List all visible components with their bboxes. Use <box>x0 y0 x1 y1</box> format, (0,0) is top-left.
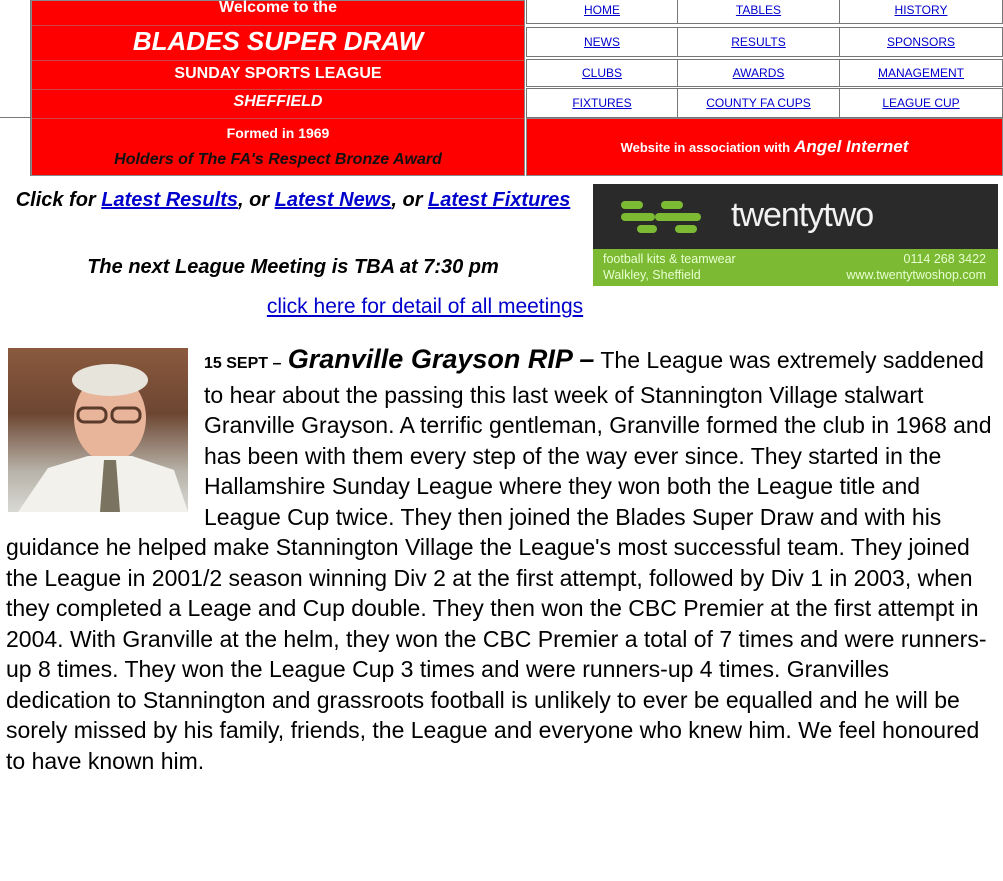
promo-sep-1: , or <box>237 189 275 211</box>
left-frame-divider <box>0 117 31 118</box>
banner-tagline: football kits & teamwear <box>603 252 736 266</box>
league-header <box>31 0 525 176</box>
nav-awards[interactable]: AWARDS <box>677 59 840 87</box>
nav-table <box>526 0 1003 118</box>
left-frame <box>0 0 31 176</box>
latest-fixtures-link[interactable]: Latest Fixtures <box>428 189 571 211</box>
sponsor-banner[interactable] <box>593 184 998 286</box>
nav-management[interactable]: MANAGEMENT <box>839 59 1003 87</box>
meeting-notice: The next League Meeting is TBA at 7:30 pm <box>87 256 499 278</box>
formed-text: Formed in 1969 <box>226 125 330 141</box>
league-subtitle: SUNDAY SPORTS LEAGUE <box>174 65 382 82</box>
welcome-text: Welcome to the <box>219 0 337 16</box>
nav-clubs[interactable]: CLUBS <box>526 59 678 87</box>
promo-prefix: Click for <box>15 189 102 211</box>
league-city: SHEFFIELD <box>233 93 323 110</box>
latest-links <box>0 186 586 215</box>
banner-brand: twentytwo <box>731 196 874 234</box>
nav-fixtures[interactable]: FIXTURES <box>526 88 678 118</box>
banner-details <box>593 249 998 286</box>
league-name: BLADES SUPER DRAW <box>132 26 424 56</box>
promo-sep-2: , or <box>391 189 429 211</box>
latest-news-link[interactable]: Latest News <box>274 189 392 211</box>
article-body: The League was extremely saddened to hear about the passing this last week of Stannington Village stalwart Granville Grayson. A terrific gentleman, Granville formed the club in 1968 and has been with them every step of the way ever since. They started in the Hallamshire Sunday League where they won both the League title and League Cup twice. They then joined the Blades Super Draw and with his guidance he helped make Stannington Village the League's most successful team. They joined the League in 2001/2 season winning Div 2 at the first attempt, followed by Div 1 in 2003, when they completed a Leage and Cup double. They then won the CBC Premier at the first attempt in 2004. With Granville at the helm, they won the CBC Premier a total of 7 times and were runners-up 8 times. They won the League Cup 3 times and were runners-up 4 times. Granvilles dedication to Stannington and grassroots football is unlikely to ever be equalled and he will be sorely missed by his family, friends, the League and everyone who knew him. We feel honoured to have known him. <box>6 347 992 774</box>
nav-news[interactable]: NEWS <box>526 27 678 57</box>
banner-phone: 0114 268 3422 <box>903 252 986 266</box>
latest-results-link[interactable]: Latest Results <box>101 189 238 211</box>
nav-tables[interactable]: TABLES <box>677 0 840 24</box>
association-text: Website in association with <box>620 139 791 155</box>
banner-location: Walkley, Sheffield <box>603 268 701 282</box>
angel-internet-link[interactable]: Angel Internet <box>794 137 909 156</box>
meetings-detail-link[interactable]: click here for detail of all meetings <box>266 295 584 318</box>
banner-website: www.twentytwoshop.com <box>846 268 986 282</box>
nav-results[interactable]: RESULTS <box>677 27 840 57</box>
nav-sponsors[interactable]: SPONSORS <box>839 27 1003 57</box>
nav-history[interactable]: HISTORY <box>839 0 1003 24</box>
article-date: 15 SEPT – <box>204 355 282 372</box>
nav-county-fa-cups[interactable]: COUNTY FA CUPS <box>677 88 840 118</box>
news-article <box>6 344 996 776</box>
nav-league-cup[interactable]: LEAGUE CUP <box>839 88 1003 118</box>
award-text: Holders of The FA's Respect Bronze Award <box>114 151 442 168</box>
nav-home[interactable]: HOME <box>526 0 678 24</box>
association-bar <box>526 118 1003 176</box>
article-headline: Granville Grayson RIP – <box>287 344 595 374</box>
twentytwo-logo-icon <box>615 192 715 242</box>
banner-top <box>593 184 998 249</box>
